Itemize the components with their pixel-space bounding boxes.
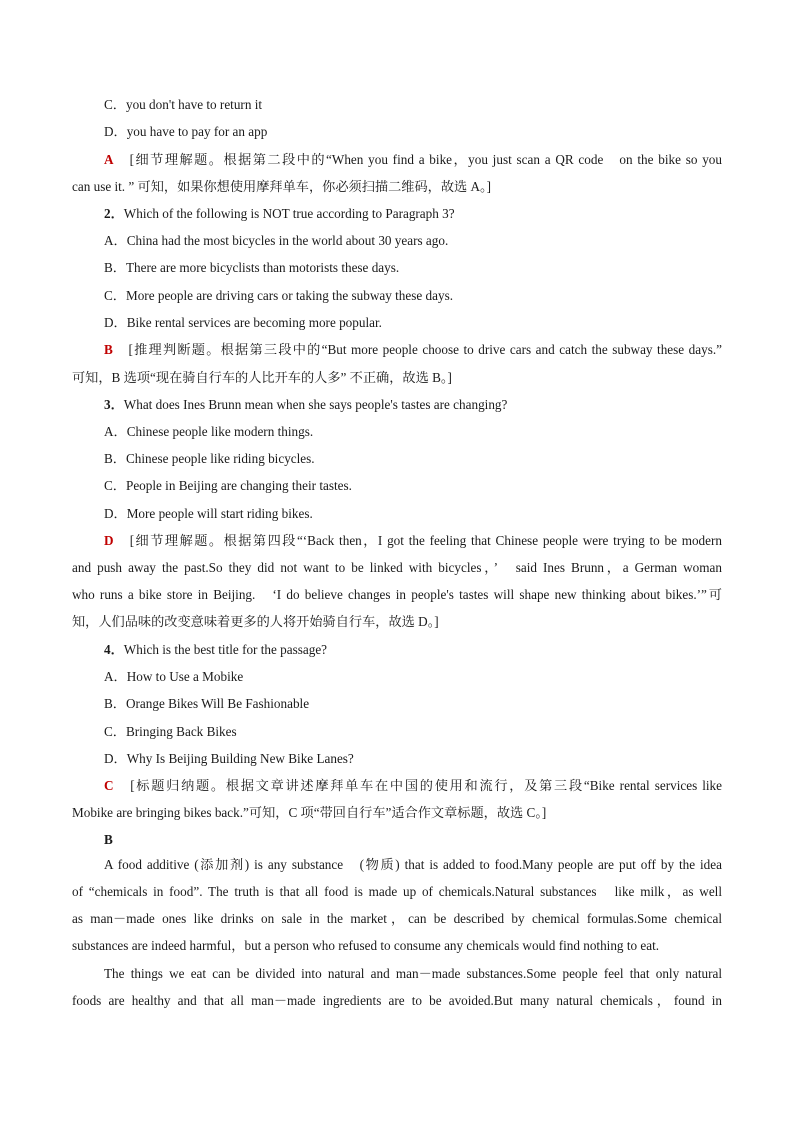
q3-option-a: A．Chinese people like modern things. <box>104 424 314 439</box>
q3-explanation-line-1: D [细节理解题。根据第四段“‘Back then，I got the feeling that Chinese people were trying to be modern <box>104 533 722 548</box>
q3-stem: 3．What does Ines Brunn mean when she says people's tastes are changing? <box>104 397 508 412</box>
q2-stem: 2．Which of the following is NOT true according to Paragraph 3? <box>104 206 455 221</box>
q4-option-d: D．Why Is Beijing Building New Bike Lanes? <box>104 751 354 766</box>
passage-b-p1-line-3: as man－made ones like drinks on sale in the market，can be described by chemical formulas.Some chemical <box>72 911 722 926</box>
q1-option-d: D．you have to pay for an app <box>104 124 268 139</box>
q2-option-b: B．There are more bicyclists than motorists these days. <box>104 260 400 275</box>
passage-b-p1-line-2: of “chemicals in food”. The truth is that all food is made up of chemicals.Natural substances like milk，as well <box>72 884 722 899</box>
passage-b-p1-line-4: substances are indeed harmful，but a person who refused to consume any chemicals would find nothing to eat. <box>72 938 660 953</box>
q3-option-c: C．People in Beijing are changing their tastes. <box>104 478 352 493</box>
q1-option-c: C．you don't have to return it <box>104 97 263 112</box>
q4-option-c: C．Bringing Back Bikes <box>104 724 237 739</box>
q4-explanation-line-1: C [标题归纳题。根据文章讲述摩拜单车在中国的使用和流行，及第三段“Bike rental services like <box>104 778 722 793</box>
q2-answer: B <box>104 342 113 357</box>
q4-number: 4． <box>104 642 124 657</box>
q2-option-a: A．China had the most bicycles in the world about 30 years ago. <box>104 233 449 248</box>
q1-answer: A <box>104 152 114 167</box>
q2-explanation-line-2: 可知，B 选项“现在骑自行车的人比开车的人多” 不正确，故选 B。] <box>72 370 452 385</box>
q4-option-a: A．How to Use a Mobike <box>104 669 244 684</box>
q1-explanation-line-2: can use it. ” 可知，如果你想使用摩拜单车，你必须扫描二维码，故选 A。] <box>72 179 492 194</box>
q1-explanation-line-1: A [细节理解题。根据第二段中的“When you find a bike，you just scan a QR code on the bike so you <box>104 152 722 167</box>
q2-number: 2． <box>104 206 124 221</box>
q2-explanation-line-1: B [推理判断题。根据第三段中的“But more people choose to drive cars and catch the subway these days.” <box>104 342 723 357</box>
q4-explanation-line-2: Mobike are bringing bikes back.”可知，C 项“带回自行车”适合作文章标题，故选 C。] <box>72 805 547 820</box>
q3-explanation-line-2: and push away the past.So they did not want to be linked with bicycles，’ said Ines Brunn，a German woman <box>72 560 722 575</box>
section-b-heading: B <box>104 832 113 847</box>
q3-explanation-line-4: 知，人们品味的改变意味着更多的人将开始骑自行车，故选 D。] <box>72 614 439 629</box>
q3-option-d: D．More people will start riding bikes. <box>104 506 313 521</box>
q4-option-b: B．Orange Bikes Will Be Fashionable <box>104 696 310 711</box>
q3-option-b: B．Chinese people like riding bicycles. <box>104 451 315 466</box>
q3-number: 3． <box>104 397 124 412</box>
q3-explanation-line-3: who runs a bike store in Beijing. ‘I do believe changes in people's tastes will shape new thinking about bikes.’”可 <box>72 587 722 602</box>
passage-b-p2-line-1: The things we eat can be divided into natural and man－made substances.Some people feel that only natural <box>104 966 722 981</box>
q2-option-c: C．More people are driving cars or taking the subway these days. <box>104 288 454 303</box>
q3-answer: D <box>104 533 114 548</box>
q2-option-d: D．Bike rental services are becoming more popular. <box>104 315 382 330</box>
q4-answer: C <box>104 778 114 793</box>
passage-b-p1-line-1: A food additive (添加剂) is any substance (物质) that is added to food.Many people are put off by the idea <box>104 857 722 872</box>
q4-stem: 4．Which is the best title for the passage? <box>104 642 328 657</box>
passage-b-p2-line-2: foods are healthy and that all man－made ingredients are to be avoided.But many natural chemicals，found in <box>72 993 722 1008</box>
